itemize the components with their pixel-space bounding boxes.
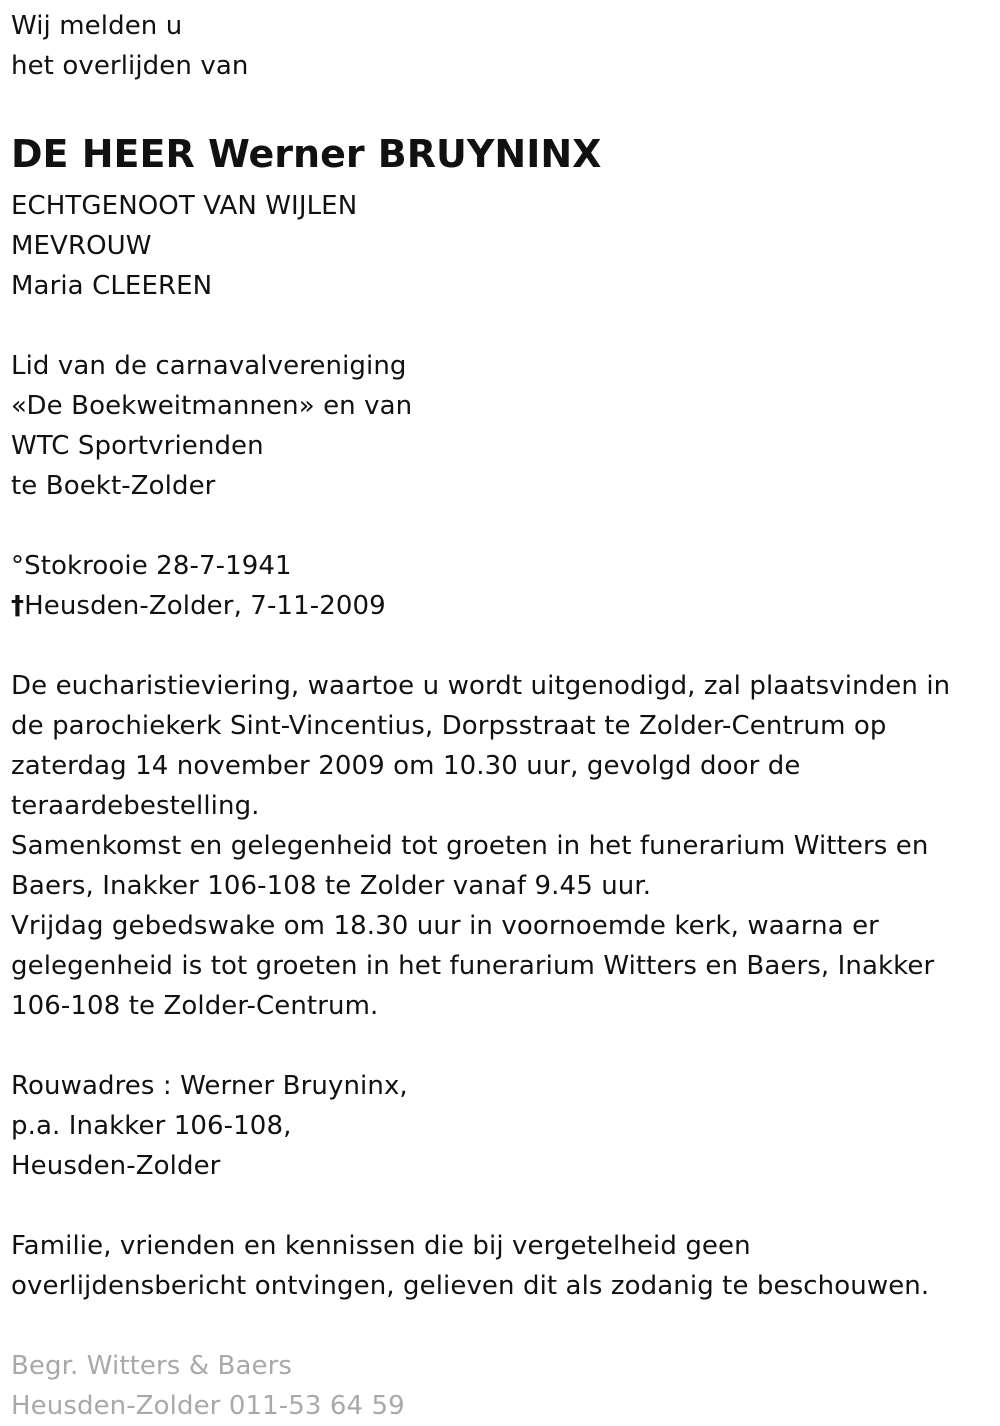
ceremony-line: de parochiekerk Sint-Vincentius, Dorpsstraat te Zolder-Centrum op <box>11 711 887 741</box>
spacer <box>11 1306 991 1346</box>
ceremony-line: gelegenheid is tot groeten in het funerarium Witters en Baers, Inakker <box>11 951 935 981</box>
spacer <box>11 306 991 346</box>
ceremony-paragraph <box>11 666 991 1026</box>
ceremony-line: 106-108 te Zolder-Centrum. <box>11 991 379 1021</box>
spouse-line-3: Maria CLEEREN <box>11 271 213 301</box>
notice-line-1: Familie, vrienden en kennissen die bij vergetelheid geen <box>11 1231 751 1261</box>
death-date: Heusden-Zolder, 7-11-2009 <box>24 591 386 621</box>
spacer <box>11 1186 991 1226</box>
death-notice <box>11 6 991 1426</box>
address-line-3: Heusden-Zolder <box>11 1151 221 1181</box>
spacer <box>11 86 991 126</box>
notice-line-2: overlijdensbericht ontvingen, gelieven dit als zodanig te beschouwen. <box>11 1271 930 1301</box>
ceremony-line: Vrijdag gebedswake om 18.30 uur in voornoemde kerk, waarna er <box>11 911 879 941</box>
membership-line-2: «De Boekweitmannen» en van <box>11 391 413 421</box>
spacer <box>11 506 991 546</box>
ceremony-line: teraardebestelling. <box>11 791 260 821</box>
ceremony-line: De eucharistieviering, waartoe u wordt uitgenodigd, zal plaatsvinden in <box>11 671 951 701</box>
funeral-home-contact: Heusden-Zolder 011-53 64 59 <box>11 1391 405 1421</box>
spouse-line-2: MEVROUW <box>11 231 152 261</box>
deceased-name: DE HEER Werner BRUYNINX <box>11 132 602 176</box>
intro-line-1: Wij melden u <box>11 11 183 41</box>
membership-line-3: WTC Sportvrienden <box>11 431 264 461</box>
spouse-line-1: ECHTGENOOT VAN WIJLEN <box>11 191 358 221</box>
birth-date: °Stokrooie 28-7-1941 <box>11 551 292 581</box>
ceremony-line: Samenkomst en gelegenheid tot groeten in het funerarium Witters en <box>11 831 929 861</box>
membership-line-1: Lid van de carnavalvereniging <box>11 351 407 381</box>
spacer <box>11 626 991 666</box>
ceremony-line: Baers, Inakker 106-108 te Zolder vanaf 9.45 uur. <box>11 871 652 901</box>
death-date-line <box>11 586 991 626</box>
intro-line-2: het overlijden van <box>11 51 249 81</box>
membership-line-4: te Boekt-Zolder <box>11 471 216 501</box>
funeral-home-name: Begr. Witters & Baers <box>11 1351 293 1381</box>
ceremony-line: zaterdag 14 november 2009 om 10.30 uur, gevolgd door de <box>11 751 801 781</box>
address-line-2: p.a. Inakker 106-108, <box>11 1111 292 1141</box>
spacer <box>11 1026 991 1066</box>
address-line-1: Rouwadres : Werner Bruyninx, <box>11 1071 408 1101</box>
cross-icon: † <box>11 591 25 621</box>
